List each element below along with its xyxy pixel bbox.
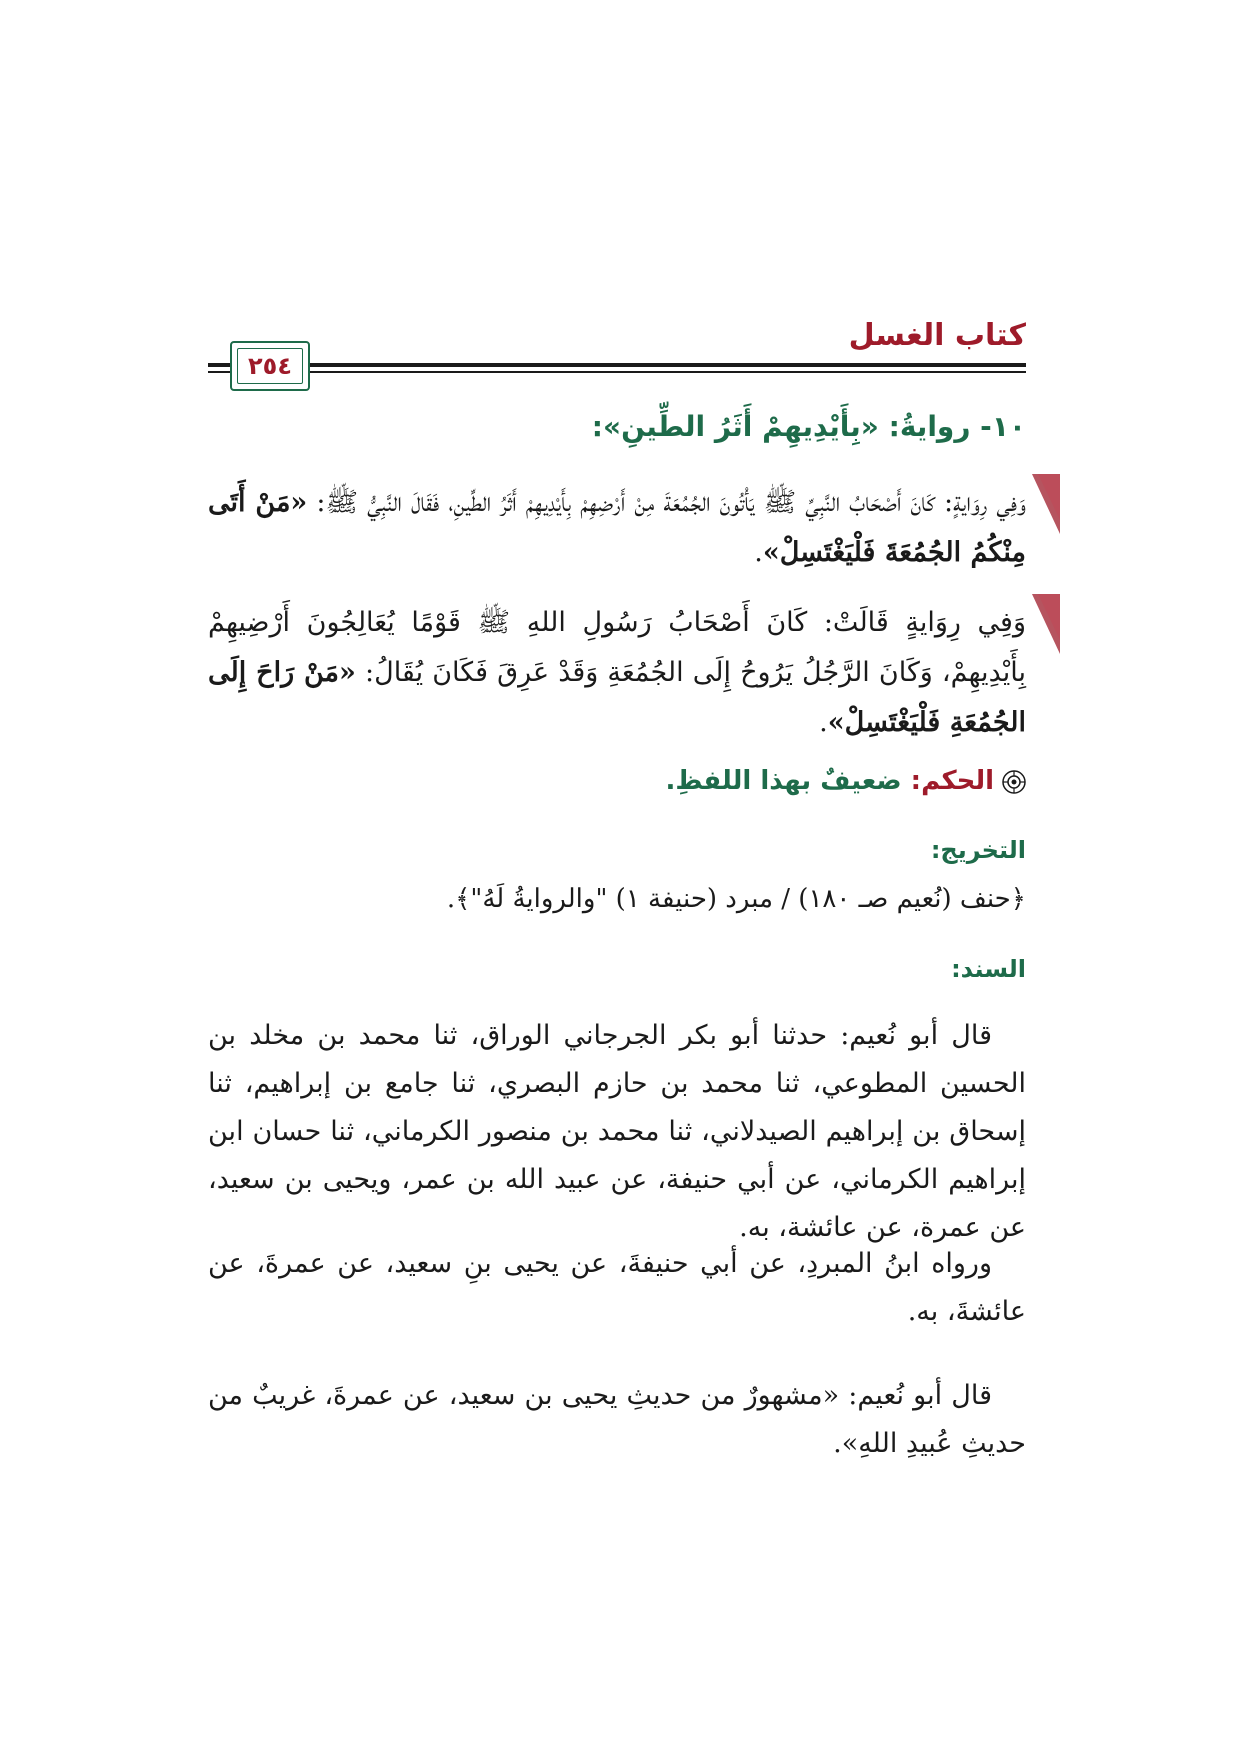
page-number-frame (230, 341, 310, 391)
sanad-paragraph (208, 1372, 1026, 1468)
narration-end: . (819, 707, 828, 738)
takhrij-text: ﴿حنف (نُعيم صـ ١٨٠) / مبرد (حنيفة ١) "والروايةُ لَهُ"﴾. (446, 884, 1026, 914)
narration-plain: وَفِي رِوَايةٍ: كَانَ أَصْحَابُ النَّبِيِّ ﷺ يَأْتُونَ الجُمُعَةَ مِنْ أَرْضِهِمْ بِأَيْدِيهِمْ أَثَرُ الطِّينِ، فَقَالَ النَّبِيُّ ﷺ: (307, 487, 1026, 518)
narration-plain: وَفِي رِوَايةٍ قَالَتْ: كَانَ أَصْحَابُ رَسُولِ اللهِ ﷺ قَوْمًا يُعَالِجُونَ أَرْضِيهِمْ بِأَيْدِيهِمْ، وَكَانَ الرَّجُلُ يَرُوحُ إِلَى الجُمُعَةِ وَقَدْ عَرِقَ فَكَانَ يُقَالُ: (208, 607, 1026, 688)
narration-block (208, 478, 1026, 578)
sanad-paragraph-text: قال أبو نُعيم: حدثنا أبو بكر الجرجاني الوراق، ثنا محمد بن مخلد بن الحسين المطوعي، ثنا محمد بن حازم البصري، ثنا جامع بن إبراهيم، ثنا إسحاق بن إبراهيم الصيدلاني، ثنا محمد بن منصور الكرماني، ثنا حسان ابن إبراهيم الكرماني، عن أبي حنيفة، عن عبيد الله بن عمر، ويحيى بن سعيد، عن عمرة، عن عائشة، به. (208, 1020, 1026, 1243)
ruling-label: الحكم: (910, 766, 994, 796)
page-header (208, 312, 1026, 392)
narration-hadith-bold: «مَنْ أَتَى مِنْكُمُ الجُمُعَةَ فَلْيَغْتَسِلْ» (208, 487, 1026, 568)
sanad-paragraph-text: ورواه ابنُ المبردِ، عن أبي حنيفةَ، عن يحيى بنِ سعيد، عن عمرةَ، عن عائشةَ، به. (208, 1248, 1026, 1327)
header-rule-thick (208, 363, 1026, 367)
ruling-line (208, 766, 1026, 796)
book-title: كتاب الغسل (848, 318, 1026, 353)
sanad-paragraph (208, 1012, 1026, 1252)
ruling-value: ضعيفٌ بهذا اللفظِ. (665, 766, 902, 796)
sanad-paragraph (208, 1240, 1026, 1336)
narration-end: . (754, 537, 763, 568)
narration-block (208, 598, 1026, 748)
narration-text (208, 478, 1026, 578)
section-heading (208, 410, 1026, 443)
narration-text (208, 598, 1026, 748)
section-heading-prefix: ١٠- روايةُ: (878, 410, 1026, 443)
narration-hadith-bold: «مَنْ رَاحَ إِلَى الجُمُعَةِ فَلْيَغْتَسِلْ» (208, 657, 1026, 738)
sanad-paragraph-text: قال أبو نُعيم: «مشهورٌ من حديثِ يحيى بن سعيد، عن عمرةَ، غريبٌ من حديثِ عُبيدِ اللهِ». (208, 1380, 1026, 1459)
flower-ornament-icon (1002, 770, 1026, 794)
corner-ornament-icon (1032, 594, 1060, 654)
page-number: ٢٥٤ (237, 348, 303, 384)
header-rule-thin (208, 371, 1026, 373)
section-heading-quote: «بِأَيْدِيهِمْ أَثَرُ الطِّينِ»: (591, 410, 879, 443)
takhrij-label: التخريج: (930, 836, 1026, 864)
corner-ornament-icon (1032, 474, 1060, 534)
sanad-label: السند: (951, 955, 1026, 983)
